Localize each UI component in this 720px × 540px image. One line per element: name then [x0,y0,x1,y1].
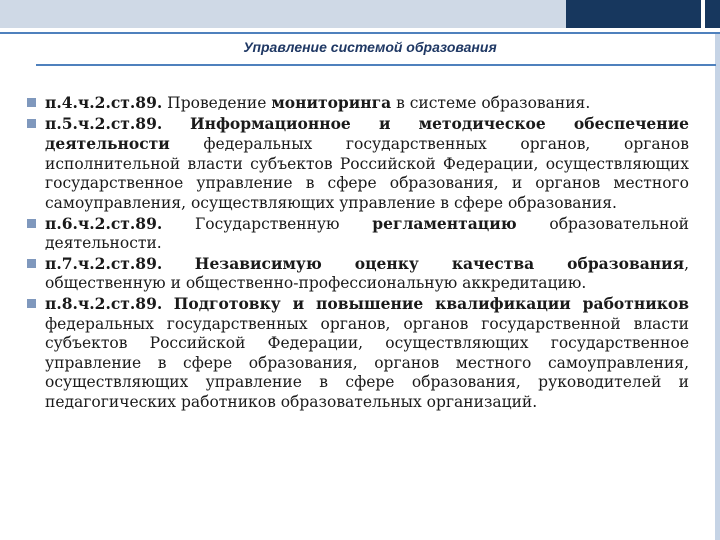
item-emphasis: регламентацию [372,213,517,233]
title-underline [36,64,716,66]
item-text [162,115,190,133]
item-emphasis: Информационное и методическое обеспечение деятельности [45,113,689,154]
square-bullet-icon [27,98,36,107]
square-bullet-icon [27,219,36,228]
square-bullet-icon [27,119,36,128]
item-text: Проведение [162,94,272,112]
item-text: федеральных государственных органов, органов исполнительной власти субъектов Российской Федерации, осуществляющих государственное управление в сфере образования, и органов местного самоуправления, осуществляющих управление в сфере образования. [45,135,689,212]
item-text [162,255,195,273]
header-rule [0,32,720,34]
right-margin-band [715,34,720,540]
item-emphasis: Независимую оценку качества образования [194,253,685,273]
article-reference: п.8.ч.2.ст.89. [45,293,163,313]
item-text: в системе образования. [391,94,591,112]
article-reference: п.6.ч.2.ст.89. [45,213,163,233]
article-reference: п.4.ч.2.ст.89. [45,93,163,112]
top-band-divider [701,0,705,28]
list-item [27,254,689,294]
square-bullet-icon [27,299,36,308]
list-item [27,114,689,214]
item-emphasis: Подготовку и повышение квалификации работников [173,293,689,313]
article-reference: п.5.ч.2.ст.89. [45,113,163,133]
item-text: образовательной деятельности. [45,214,689,253]
article-reference: п.7.ч.2.ст.89. [45,253,163,273]
list-item [27,294,689,413]
square-bullet-icon [27,259,36,268]
slide-title: Управление системой образования [243,39,497,55]
bullet-list [27,93,689,413]
list-item [27,214,689,254]
top-band-accent [566,0,720,28]
list-item [27,93,689,114]
item-text: Государственную [162,214,373,233]
item-text [162,295,173,313]
item-text: федеральных государственных органов, органов государственной власти субъектов Российской Федерации, осуществляющих государственное управление в сфере образования, органов местного самоуправления, осуществляющих управление в сфере образования, руководителей и педагогических работников образовательных организаций. [45,314,689,411]
item-text: , общественную и общественно-профессиональную аккредитацию. [45,254,689,293]
item-emphasis: мониторинга [271,93,392,112]
